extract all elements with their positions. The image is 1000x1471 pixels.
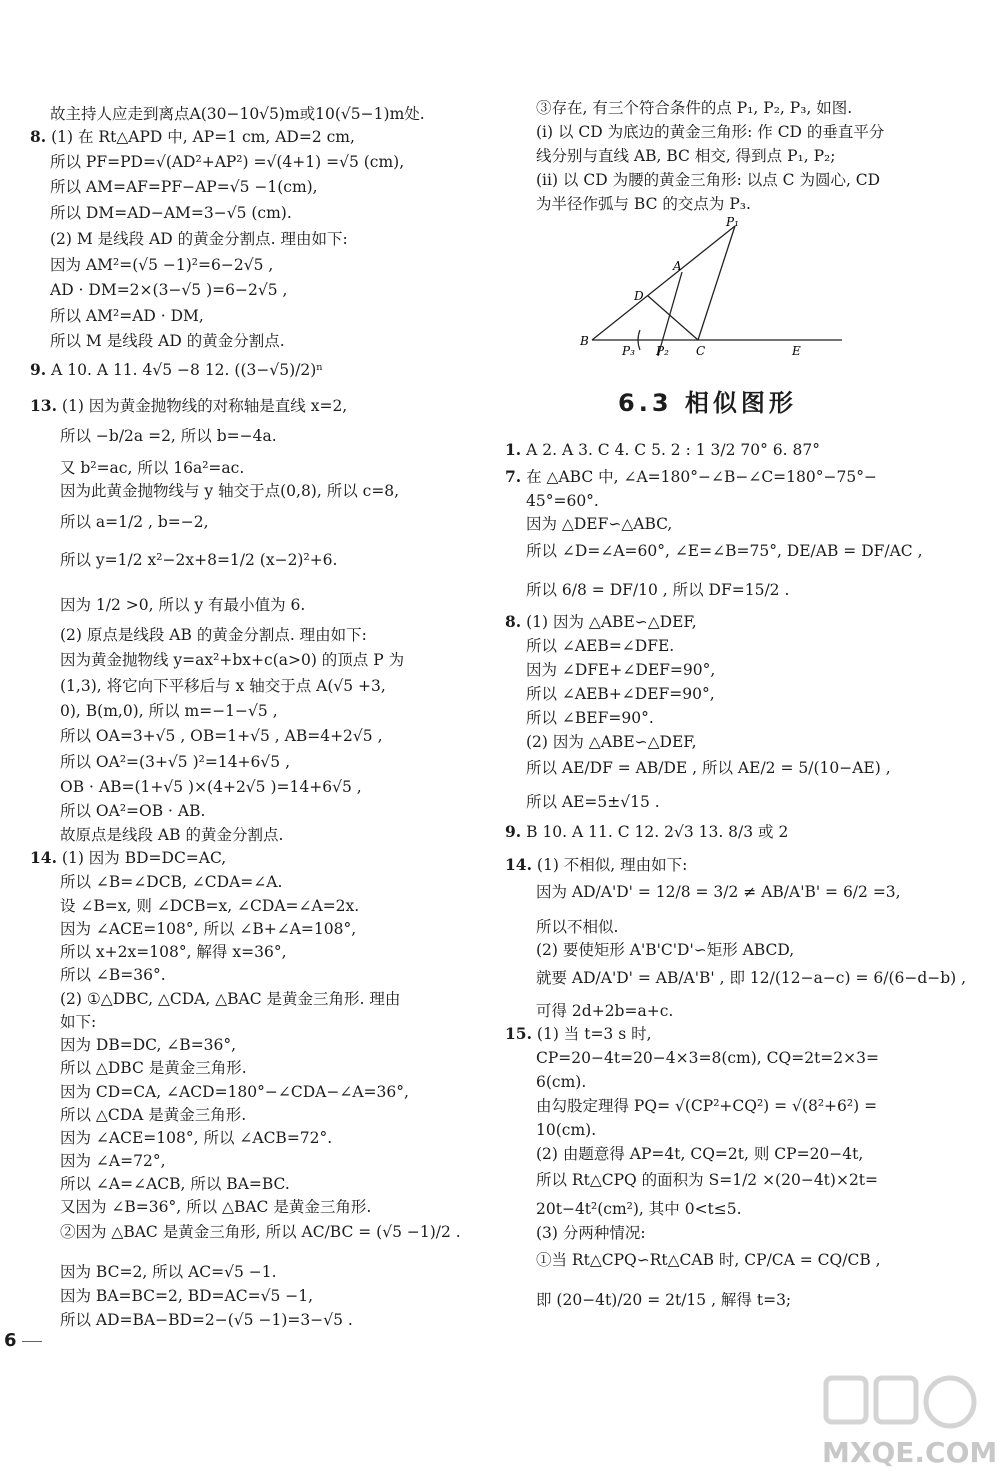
line-text: ③存在, 有三个符合条件的点 P₁, P₂, P₃, 如图. — [536, 99, 853, 117]
line-text: 即 (20−4t)/20 = 2t/15 , 解得 t=3; — [536, 1291, 792, 1309]
item-number: 9. — [505, 822, 522, 841]
text-line — [30, 360, 323, 380]
label-p1: P₁ — [726, 215, 739, 229]
text-line — [60, 1310, 353, 1330]
label-e: E — [792, 344, 801, 358]
item-number: 1. — [505, 440, 522, 459]
line-text: 所以 ∠AEB+∠DEF=90°, — [526, 685, 715, 703]
text-line — [60, 650, 404, 670]
line-text: 所以 PF=PD=√(AD²+AP²) =√(4+1) =√5 (cm), — [50, 153, 405, 171]
watermark-text: MXQE.COM — [822, 1436, 998, 1469]
line-text: (1,3), 将它向下平移后与 x 轴交于点 A(√5 +3, — [60, 677, 386, 695]
label-d: D — [634, 289, 644, 303]
line-text: ①当 Rt△CPQ∽Rt△CAB 时, CP/CA = CQ/CB , — [536, 1251, 881, 1269]
text-line — [526, 491, 599, 511]
line-text: 设 ∠B=x, 则 ∠DCB=x, ∠CDA=∠A=2x. — [60, 897, 360, 915]
line-text: (3) 分两种情况: — [536, 1224, 646, 1242]
line-text: (1) 当 t=3 s 时, — [536, 1025, 652, 1043]
line-text: 因为 AD/A'D' = 12/8 = 3/2 ≠ AB/A'B' = 6/2 =3, — [536, 883, 901, 901]
text-line — [60, 595, 305, 615]
line-text: 所以 OA=3+√5 , OB=1+√5 , AB=4+2√5 , — [60, 727, 383, 745]
line-text: (ii) 以 CD 为腰的黄金三角形: 以点 C 为圆心, CD — [536, 171, 881, 189]
text-line — [60, 1105, 246, 1125]
text-line — [50, 152, 404, 172]
section-heading: 6.3 相似图形 — [618, 389, 797, 417]
text-line — [536, 170, 880, 190]
text-line — [60, 825, 283, 845]
item-number: 14. — [505, 855, 532, 874]
line-text: 所以 Rt△CPQ 的面积为 S=1/2 ×(20−4t)×2t= — [536, 1171, 879, 1189]
text-line — [60, 550, 337, 570]
text-line — [60, 1174, 290, 1194]
text-line — [60, 919, 356, 939]
item-number: 8. — [505, 612, 522, 631]
line-text: 20t−4t²(cm²), 其中 0<t≤5. — [536, 1200, 742, 1218]
line-text: 所以 AE=5±√15 . — [526, 793, 660, 811]
text-line — [60, 989, 400, 1009]
page-number-rule — [22, 1341, 42, 1342]
line-text: 0), B(m,0), 所以 m=−1−√5 , — [60, 702, 278, 720]
line-text: 所以 OA²=OB · AB. — [60, 802, 206, 820]
text-line — [536, 98, 852, 118]
line-text: 6(cm). — [536, 1073, 587, 1091]
text-line — [526, 684, 715, 704]
line-text: (2) M 是线段 AD 的黄金分割点. 理由如下: — [50, 230, 348, 248]
text-line — [50, 104, 425, 124]
line-text: 因为 1/2 >0, 所以 y 有最小值为 6. — [60, 596, 306, 614]
line-text: 所以 OA²=(3+√5 )²=14+6√5 , — [60, 753, 291, 771]
line-text: AD · DM=2×(3−√5 )=6−2√5 , — [50, 281, 288, 299]
text-line — [50, 255, 273, 275]
line-text: (1) 因为 △ABE∽△DEF, — [526, 613, 697, 631]
text-line — [505, 1024, 652, 1044]
text-line — [536, 1170, 878, 1190]
line-text: 为半径作弧与 BC 的交点为 P₃. — [536, 195, 751, 213]
text-line — [536, 1096, 877, 1116]
geometry-figure — [560, 208, 860, 383]
text-line — [30, 396, 347, 416]
line-text: 所以 △CDA 是黄金三角形. — [60, 1106, 247, 1124]
text-line — [60, 942, 287, 962]
text-line — [50, 306, 204, 326]
line-text: 故原点是线段 AB 的黄金分割点. — [60, 826, 284, 844]
line-text: 如下: — [60, 1013, 97, 1031]
text-line — [505, 612, 697, 632]
line-text: 因为 △DEF∽△ABC, — [526, 515, 673, 533]
line-text: (2) 由题意得 AP=4t, CQ=2t, 则 CP=20−4t, — [536, 1145, 864, 1163]
item-number: 15. — [505, 1024, 532, 1043]
line-text: 因为 ∠DFE+∠DEF=90°, — [526, 661, 716, 679]
text-line — [536, 1250, 881, 1270]
text-line — [60, 896, 359, 916]
text-line — [60, 1286, 313, 1306]
line-text: 因为 CD=CA, ∠ACD=180°−∠CDA−∠A=36°, — [60, 1083, 409, 1101]
text-line — [60, 1262, 277, 1282]
line-text: 可得 2d+2b=a+c. — [536, 1002, 674, 1020]
text-line — [526, 792, 660, 812]
line-text: 就要 AD/A'D' = AB/A'B' , 即 12/(12−a−c) = 6/(6−d−b) , — [536, 969, 967, 987]
line-text: (1) 因为黄金抛物线的对称轴是直线 x=2, — [61, 397, 348, 415]
watermark-logo-icon — [820, 1370, 995, 1440]
text-line — [536, 122, 884, 142]
line-text: B 10. A 11. C 12. 2√3 13. 8/3 或 2 — [526, 823, 789, 841]
item-number: 7. — [505, 467, 522, 486]
text-line — [526, 514, 672, 534]
text-line — [60, 512, 209, 532]
line-text: 由勾股定理得 PQ= √(CP²+CQ²) = √(8²+6²) = — [536, 1097, 878, 1115]
text-line — [526, 636, 674, 656]
text-line — [60, 1197, 371, 1217]
line-text: OB · AB=(1+√5 )×(4+2√5 )=14+6√5 , — [60, 778, 362, 796]
line-text: ②因为 △BAC 是黄金三角形, 所以 AC/BC = (√5 −1)/2 . — [60, 1223, 461, 1241]
line-text: 因为 ∠ACE=108°, 所以 ∠ACB=72°. — [60, 1129, 333, 1147]
text-line — [60, 676, 386, 696]
text-line — [505, 467, 877, 487]
text-line — [60, 458, 244, 478]
line-text: 所以 M 是线段 AD 的黄金分割点. — [50, 332, 285, 350]
text-line — [60, 625, 367, 645]
line-text: A 10. A 11. 4√5 −8 12. ((3−√5)/2)ⁿ — [51, 361, 323, 379]
text-line — [50, 203, 292, 223]
item-number: 14. — [30, 848, 57, 867]
text-line — [60, 1222, 461, 1242]
line-text: 在 △ABC 中, ∠A=180°−∠B−∠C=180°−75°− — [526, 468, 877, 486]
line-text: 10(cm). — [536, 1121, 597, 1139]
text-line — [60, 1012, 96, 1032]
text-line — [536, 1290, 791, 1310]
line-text: CP=20−4t=20−4×3=8(cm), CQ=2t=2×3= — [536, 1049, 879, 1067]
line-text: 所以 ∠BEF=90°. — [526, 709, 654, 727]
text-line — [30, 127, 355, 147]
line-text: 又 b²=ac, 所以 16a²=ac. — [60, 459, 245, 477]
label-p2: P₂ — [656, 344, 669, 358]
text-line — [536, 1144, 863, 1164]
text-line — [526, 732, 697, 752]
text-line — [536, 146, 835, 166]
line-text: (1) 因为 BD=DC=AC, — [61, 849, 227, 867]
text-line — [505, 855, 687, 875]
line-text: 所以 ∠D=∠A=60°, ∠E=∠B=75°, DE/AB = DF/AC , — [526, 542, 923, 560]
text-line — [505, 822, 788, 842]
text-line — [30, 848, 226, 868]
text-line — [60, 701, 278, 721]
line-text: 所以 y=1/2 x²−2x+8=1/2 (x−2)²+6. — [60, 551, 338, 569]
text-line — [526, 758, 891, 778]
text-line — [60, 872, 282, 892]
line-text: (1) 在 Rt△APD 中, AP=1 cm, AD=2 cm, — [51, 128, 355, 146]
text-line — [50, 331, 285, 351]
line-text: 所以 DM=AD−AM=3−√5 (cm). — [50, 204, 292, 222]
line-text: (i) 以 CD 为底边的黄金三角形: 作 CD 的垂直平分 — [536, 123, 885, 141]
line-text: (2) 原点是线段 AB 的黄金分割点. 理由如下: — [60, 626, 367, 644]
line-text: 因为 DB=DC, ∠B=36°, — [60, 1036, 237, 1054]
text-line — [536, 940, 794, 960]
line-text: 线分别与直线 AB, BC 相交, 得到点 P₁, P₂; — [536, 147, 836, 165]
text-line — [60, 801, 205, 821]
line-text: 因为 ∠ACE=108°, 所以 ∠B+∠A=108°, — [60, 920, 357, 938]
line-text: 所以 AM=AF=PF−AP=√5 −1(cm), — [50, 178, 318, 196]
label-c: C — [696, 344, 706, 358]
label-a: A — [673, 259, 682, 273]
line-text: 因为 BC=2, 所以 AC=√5 −1. — [60, 1263, 277, 1281]
text-line — [60, 777, 362, 797]
line-text: 所以 △DBC 是黄金三角形. — [60, 1059, 247, 1077]
watermark — [820, 1370, 998, 1469]
item-number: 8. — [30, 127, 47, 146]
line-text: 所以 x+2x=108°, 解得 x=36°, — [60, 943, 287, 961]
line-text: 所以不相似. — [536, 918, 619, 936]
text-line — [60, 1058, 247, 1078]
line-text: 所以 ∠B=∠DCB, ∠CDA=∠A. — [60, 873, 283, 891]
line-text: 45°=60°. — [526, 492, 599, 510]
text-line — [536, 1120, 596, 1140]
line-text: (2) 要使矩形 A'B'C'D'∽矩形 ABCD, — [536, 941, 795, 959]
text-line — [526, 580, 789, 600]
label-b: B — [580, 334, 589, 348]
line-text: 所以 AE/DF = AB/DE , 所以 AE/2 = 5/(10−AE) , — [526, 759, 891, 777]
text-line — [60, 426, 277, 446]
text-line — [536, 1072, 586, 1092]
line-text: (1) 不相似, 理由如下: — [536, 856, 688, 874]
line-text: 又因为 ∠B=36°, 所以 △BAC 是黄金三角形. — [60, 1198, 372, 1216]
text-line — [526, 660, 715, 680]
text-line — [526, 708, 654, 728]
text-line — [60, 752, 290, 772]
text-line — [536, 882, 901, 902]
line-text: 所以 −b/2a =2, 所以 b=−4a. — [60, 427, 277, 445]
text-line — [60, 1035, 236, 1055]
line-text: A 2. A 3. C 4. C 5. 2 : 1 3/2 70° 6. 87° — [526, 441, 820, 459]
text-line — [536, 1199, 742, 1219]
line-text: 所以 ∠A=∠ACB, 所以 BA=BC. — [60, 1175, 290, 1193]
item-number: 13. — [30, 396, 57, 415]
page-number: 6 — [4, 1330, 17, 1351]
text-line — [536, 968, 966, 988]
line-text: 因为 BA=BC=2, BD=AC=√5 −1, — [60, 1287, 314, 1305]
line-text: 故主持人应走到离点A(30−10√5)m或10(√5−1)m处. — [50, 105, 425, 123]
line-text: (2) ①△DBC, △CDA, △BAC 是黄金三角形. 理由 — [60, 990, 401, 1008]
line-text: 因为此黄金抛物线与 y 轴交于点(0,8), 所以 c=8, — [60, 482, 400, 500]
text-line — [50, 177, 318, 197]
line-text: 因为 ∠A=72°, — [60, 1152, 166, 1170]
line-text: 所以 AM²=AD · DM, — [50, 307, 204, 325]
text-line — [60, 1128, 332, 1148]
line-text: 所以 6/8 = DF/10 , 所以 DF=15/2 . — [526, 581, 790, 599]
item-number: 9. — [30, 360, 47, 379]
line-text: 因为 AM²=(√5 −1)²=6−2√5 , — [50, 256, 274, 274]
line-text: 所以 ∠AEB=∠DFE. — [526, 637, 675, 655]
text-line — [536, 1001, 673, 1021]
line-text: (2) 因为 △ABE∽△DEF, — [526, 733, 697, 751]
label-p3: P₃ — [622, 344, 635, 358]
line-text: 所以 AD=BA−BD=2−(√5 −1)=3−√5 . — [60, 1311, 353, 1329]
text-line — [536, 917, 618, 937]
text-line — [536, 1048, 879, 1068]
text-line — [60, 1151, 166, 1171]
text-line — [50, 229, 348, 249]
text-line — [505, 440, 820, 460]
text-line — [526, 541, 923, 561]
line-text: 所以 a=1/2 , b=−2, — [60, 513, 209, 531]
line-text: 所以 ∠B=36°. — [60, 966, 166, 984]
line-text: 因为黄金抛物线 y=ax²+bx+c(a>0) 的顶点 P 为 — [60, 651, 405, 669]
text-line — [60, 481, 399, 501]
text-line — [60, 726, 383, 746]
text-line — [60, 965, 166, 985]
text-line — [60, 1082, 409, 1102]
text-line — [50, 280, 287, 300]
text-line — [536, 1223, 646, 1243]
